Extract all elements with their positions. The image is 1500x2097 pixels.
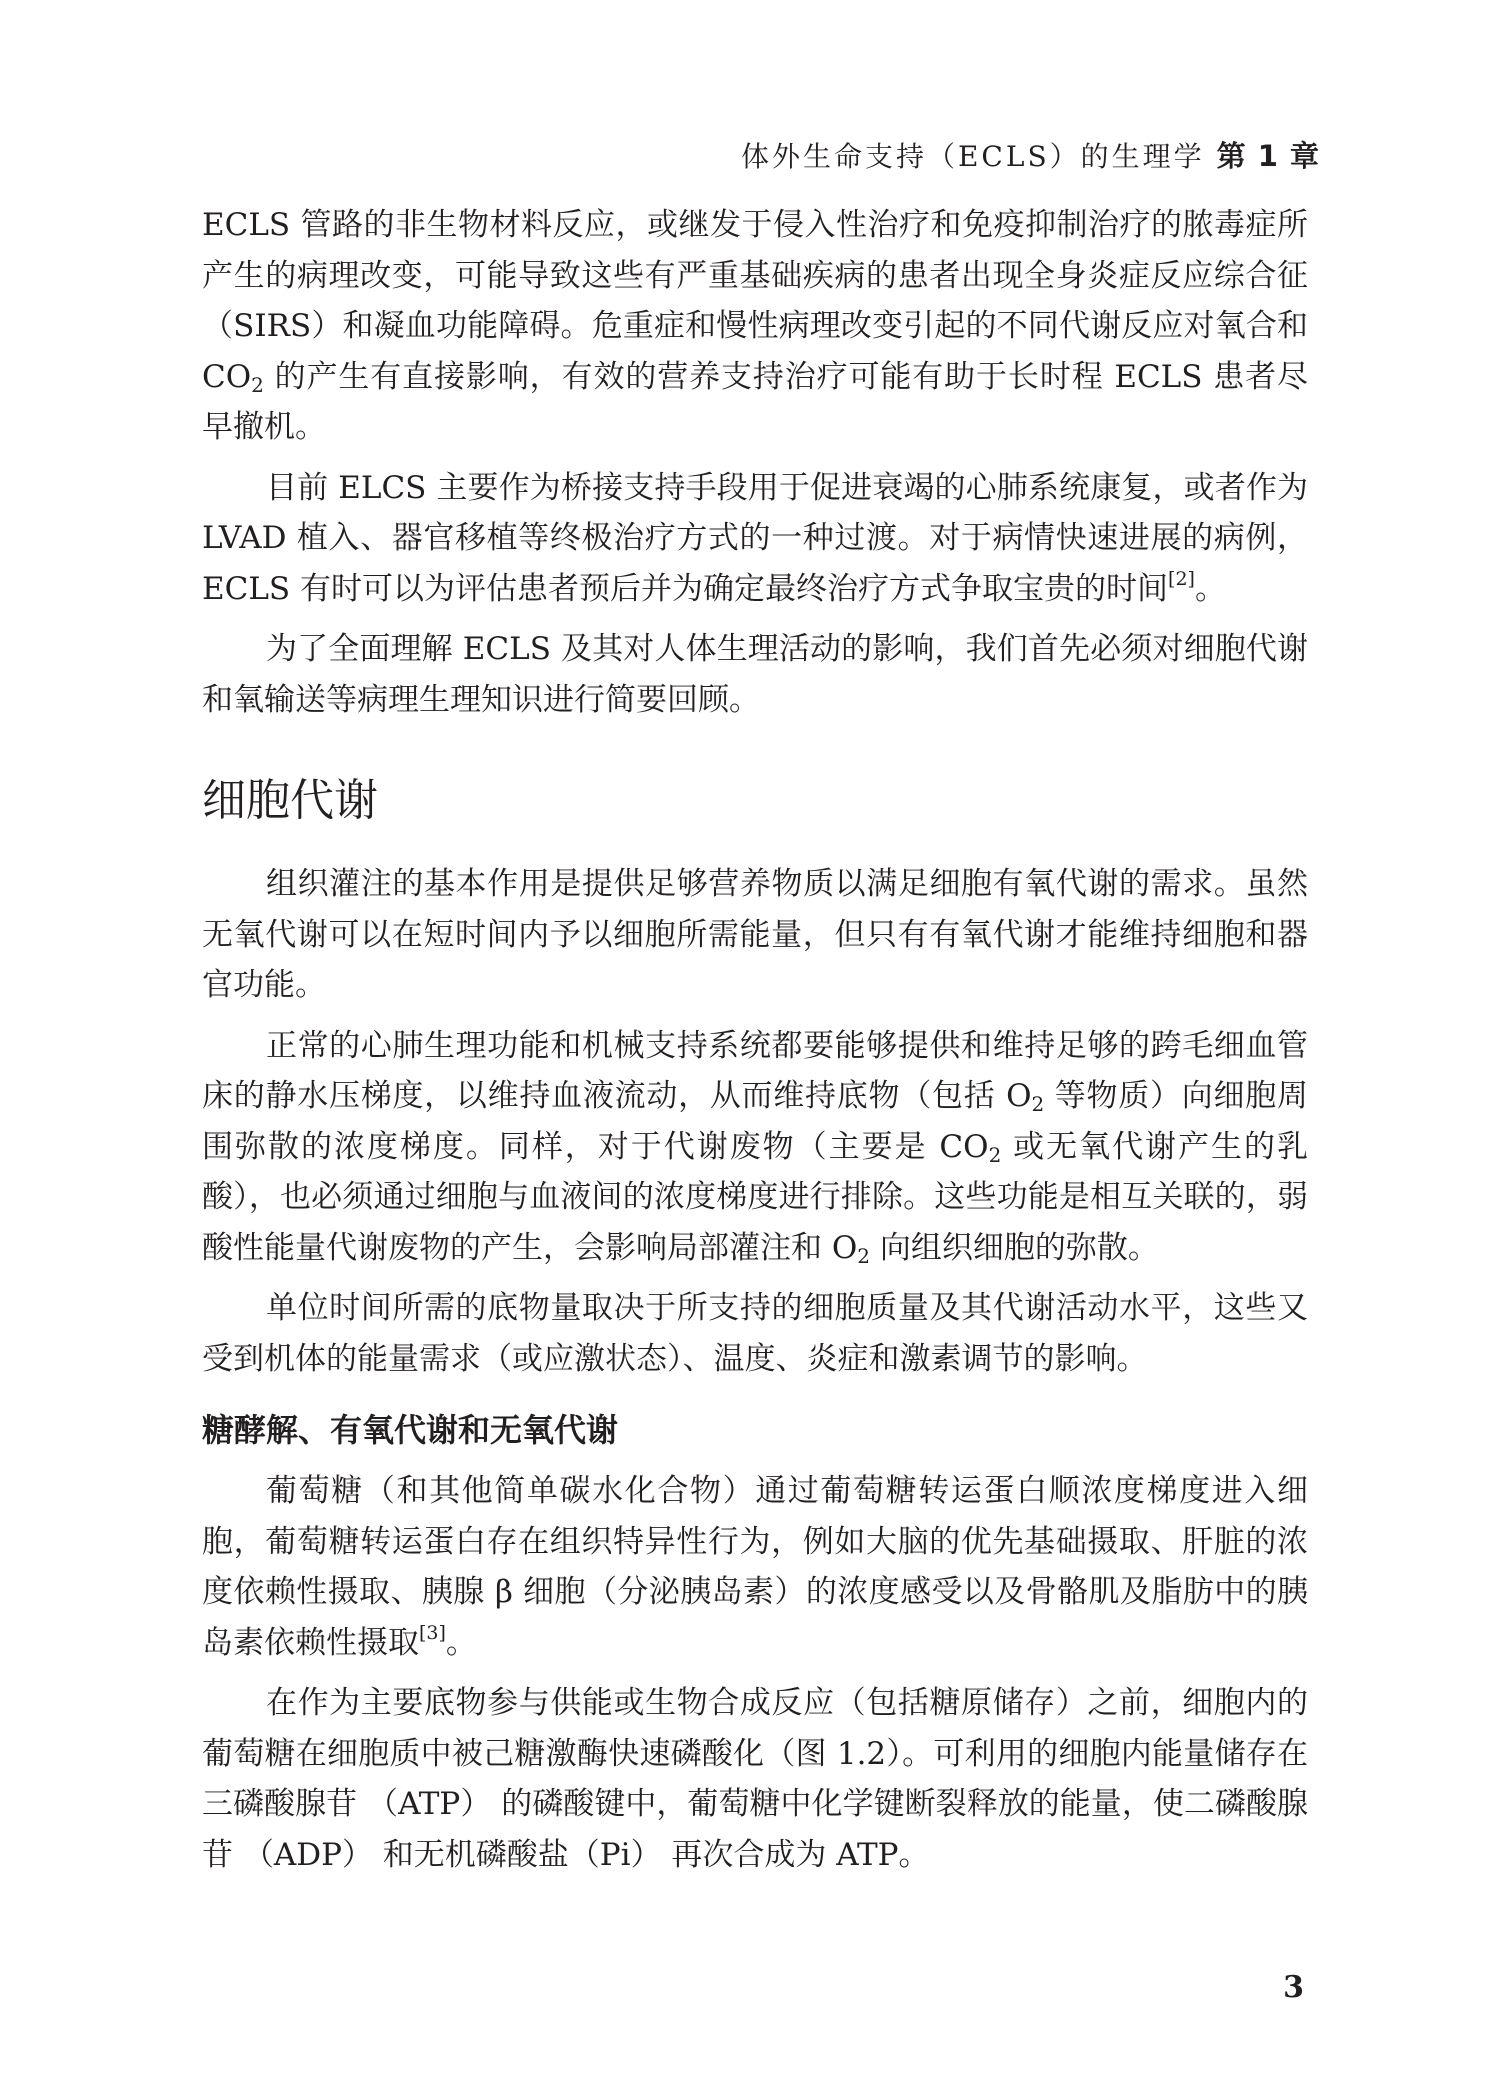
- running-header: [741, 136, 1320, 177]
- citation-ref: [2]: [1168, 567, 1195, 590]
- paragraph-intro-2: 目前 ELCS 主要作为桥接支持手段用于促进衰竭的心肺系统康复，或者作为 LVAD 植入、器官移植等终极治疗方式的一种过渡。对于病情快速进展的病例，ECLS 有时可以为评估患者预后并为确定最终治疗方式争取宝贵的时间[2]。: [202, 469, 1308, 607]
- paragraph-section2-1: 葡萄糖（和其他简单碳水化合物）通过葡萄糖转运蛋白顺浓度梯度进入细胞，葡萄糖转运蛋白存在组织特异性行为，例如大脑的优先基础摄取、肝脏的浓度依赖性摄取、胰腺 β 细胞（分泌胰岛素）的浓度感受以及骨骼肌及脂肪中的胰岛素依赖性摄取[3]。: [202, 1473, 1308, 1661]
- page-body: [202, 200, 1308, 1890]
- paragraph-section1-2: 正常的心肺生理功能和机械支持系统都要能够提供和维持足够的跨毛细血管床的静水压梯度，以维持血液流动，从而维持底物（包括 $O_2$ 等物质）向细胞周围弥散的浓度梯度。同样，对于代谢废物（主要是 $CO_2$ 或无氧代谢产生的乳酸），也必须通过细胞与血液间的浓度梯度进行排除。这些功能是相互关联的，弱酸性能量代谢废物的产生，会影响局部灌注和 $O_2$ 向组织细胞的弥散。: [202, 1027, 1308, 1268]
- chapter-label: 第 1 章: [1216, 139, 1320, 173]
- paragraph-section1-3: 单位时间所需的底物量取决于所支持的细胞质量及其代谢活动水平，这些又受到机体的能量需求（或应激状态）、温度、炎症和激素调节的影响。: [202, 1290, 1308, 1377]
- paragraph-intro-1: ECLS 管路的非生物材料反应，或继发于侵入性治疗和免疫抑制治疗的脓毒症所产生的病理改变，可能导致这些有严重基础疾病的患者出现全身炎症反应综合征（SIRS）和凝血功能障碍。危重症和慢性病理改变引起的不同代谢反应对氧合和 $CO_2$ 的产生有直接影响，有效的营养支持治疗可能有助于长时程 ECLS 患者尽早撤机。: [202, 207, 1308, 445]
- paragraph-intro-3: 为了全面理解 ECLS 及其对人体生理活动的影响，我们首先必须对细胞代谢和氧输送等病理生理知识进行简要回顾。: [202, 631, 1308, 718]
- page-number: 3: [1283, 1970, 1304, 2005]
- subsection-heading-glycolysis: 糖酵解、有氧代谢和无氧代谢: [202, 1411, 619, 1449]
- section-heading-cell-metabolism: 细胞代谢: [202, 775, 378, 826]
- paragraph-section2-2: 在作为主要底物参与供能或生物合成反应（包括糖原储存）之前，细胞内的葡萄糖在细胞质中被己糖激酶快速磷酸化（图 1.2）。可利用的细胞内能量储存在三磷酸腺苷 （ATP） 的磷酸键中，葡萄糖中化学键断裂释放的能量，使二磷酸腺苷 （ADP） 和无机磷酸盐（Pi） 再次合成为 ATP。: [202, 1685, 1308, 1873]
- paragraph-section1-1: 组织灌注的基本作用是提供足够营养物质以满足细胞有氧代谢的需求。虽然无氧代谢可以在短时间内予以细胞所需能量，但只有有氧代谢才能维持细胞和器官功能。: [202, 866, 1308, 1003]
- citation-ref: [3]: [419, 1621, 446, 1644]
- running-title: 体外生命支持（ECLS）的生理学: [740, 140, 1205, 173]
